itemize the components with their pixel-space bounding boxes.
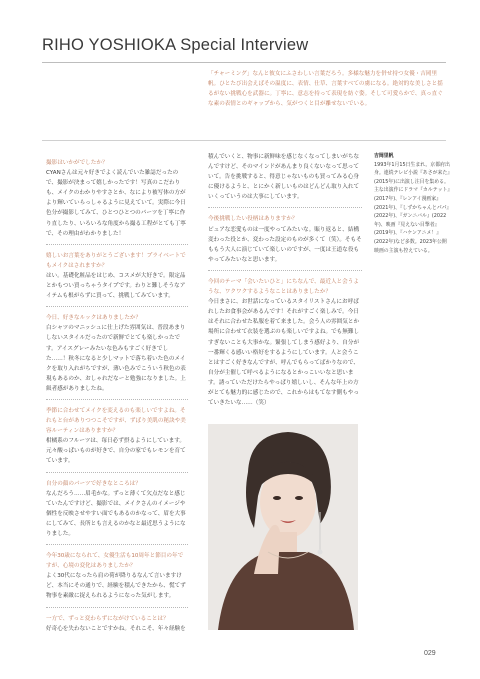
interview-answer: ピュアな恋愛ものは一度やってみたいな。賑り返ると、結構変わった役とか、変わった設定のものが多くて（笑）。そもそももう大人に演じていて楽しいのですが、一度は王道な役もやってみたいなと思います。 — [208, 226, 362, 263]
interview-answer: なんだろう……眉毛かな。ずっと薄くて欠点だなと感じていたんですけど、撮影では、メイクさんのイメージや個性を反映させやすい面でもあるのかなって、眉を大事にしてみて、長所とも言えるのかなと最近思うようになりました。 — [46, 490, 186, 537]
interview-answer: 今日まさに、お世話になっているスタイリストさんにお呼ばれしたお食事会があるんです！それがすごく楽しみで。今日はそれに合わせた私服を着て来ました。会う人の雰囲気とか場所に合わせて衣装を選ぶのも楽しいですよね。でも無難しすぎないことも大事かな。緊張してしまう感好より、自分が一番輝くる感いい格好をするようにしています。人と会うことはすごく好きなんですが、呼んでもらってばかりなので、自分が主催して呼べるようになるとかっこいいなと思います。誘っていただけたらやっぱり嬉しいし、そんな年上の方がとても魅力的に感じたので、これからはもてなす側もやっていきたいな……（笑） — [208, 299, 360, 407]
interview-question: 嬉しいお言葉をありがとうございます！プライベートでもメイクはされますか？ — [46, 252, 186, 269]
qa-separator — [46, 544, 188, 545]
page-title: RIHO YOSHIOKA Special Interview — [42, 36, 309, 54]
interview-question: 今後挑戦したい役柄はありますか？ — [208, 216, 298, 223]
section-divider — [42, 140, 446, 141]
interview-column-1 — [46, 152, 188, 636]
interview-answer: 積んでいくと、物事に新鮮味を感じなくなってしまいがちなんですけど、そのマインドがあんまり良くないなって思っていて。告を挑戦すると、得意じゃないものも買ってみる心身に優けるようと、とにかく新しいものはどんどん取り入れていくっていうのは大事にしています。 — [208, 154, 360, 201]
qa-separator — [46, 607, 188, 608]
interview-question: 一方で、ずっと変わらずにながけていることは？ — [46, 615, 169, 622]
interview-answer: よく30代になったら肩の荷が降りるなんて言いますけど、本当にその通りで、経験を積んできたから、慌てず物事を素敵に捉えられるようになった気がします。 — [46, 573, 186, 600]
interview-question: 今日、好きなルックはありましたか？ — [46, 315, 142, 322]
qa-separator — [46, 399, 188, 400]
lead-paragraph: 「チャーミング」なんと彼女にふさわしい言葉だろう。多様な魅力を併せ持つ女優・吉岡里帆。ひとたび出会えばその温度に、表情、仕草、言葉すべての虜になる。絶対的な美しさと揺るがない挑戦心を武器に。丁寧に、意志を持って表現を紡ぐ姿。そして可愛らかで、真っ直ぐな素の表情とのギャップから、気がつくと目が離せないでいる。 — [208, 71, 443, 107]
interview-answer: 白シャツのマニッシュに仕上げた雰囲気は、普段あまりしないスタイルだったので新鮮でとても楽しかったです。アイスグレーみたいな色みもすごく好きでした……！秋冬になると少しマットで落ち着いた色のメイクを取り入れがちですが、薄い色みでこういう秋色の表現もあるのか、おしゃれだなーと勉強になりました。上級者感がありましたね。 — [46, 325, 186, 392]
page-number: 029 — [424, 650, 436, 657]
interview-question: 撮影はいかがでしたか？ — [46, 160, 108, 166]
qa-separator — [46, 244, 188, 245]
profile-box — [374, 152, 450, 255]
interview-answer: CYANさんは元々好きでよく読んでいた雑誌だったので、撮影が決まって嬉しかったです！写真のこだわりも、メイクのわかりやすさとか、なにより被写体の方がより輝いていらっしゃるように見えていて。実際に今日色分が撮影してみて、ひとつひとつのパーツを丁寧に作り直したり、いろいろな角度から撮る工程がとても丁寧で、その理由がわかりました！ — [46, 170, 186, 237]
qa-separator — [46, 306, 188, 307]
portrait-illustration — [208, 424, 358, 630]
interview-question: 今年30歳になられて、女優生活も10周年と節目の年ですが、心境の変化はありましたか？ — [46, 553, 184, 570]
interview-question: 今回のテーマ「会いたいひと」にちなんで、最近人と会うような、ワクワクするようなことはありましたか？ — [208, 278, 359, 296]
qa-separator — [208, 270, 362, 271]
qa-separator — [46, 472, 188, 473]
qa-separator — [208, 207, 362, 208]
interview-answer: 柑橘系のフルーツは、毎日必ず摂るようにしています。元々酸っぱいものが好きで、自分の家でもレモンを育てています。 — [46, 438, 186, 465]
interview-column-2 — [208, 152, 362, 410]
portrait-photo — [208, 424, 358, 630]
interview-answer: 好奇心を失わないことですかね。それこそ、年々経験を — [46, 625, 186, 632]
profile-name: 吉岡里帆 — [374, 153, 394, 159]
interview-answer: はい。基礎化粧品をはじめ、コスメが大好きで。限定品とかもつい買っちゃうタイプです。わりと難しそうなアイテムも根がらずに買って、挑戦してみています。 — [46, 272, 186, 300]
title-rule — [42, 62, 446, 63]
interview-question: 季節に合わせてメイクを変えるのも楽しいですよね。それもと台がありつつこそですが、ずばり美肌の秘訣や美容ルーティンはありますか？ — [46, 407, 186, 435]
interview-question: 自分の顔のパーツで好きなところは？ — [46, 480, 141, 487]
profile-text: 1993年1月15日生まれ。京都府出身。連続テレビ小説『あさが来た』(2015年)に出演し注目を集める。主な出演作にドラマ『カルテット』(2017年)、『レンアイ漫画家』(2021年)、『しずかちゃんとパパ』(2022年)、『ガンニバル』(2022年)、映画『見えない目撃者』(2019年)、『ハケンアニメ！』(2022年)など多数。2023年公開映画の主演も控えている。 — [374, 161, 450, 254]
